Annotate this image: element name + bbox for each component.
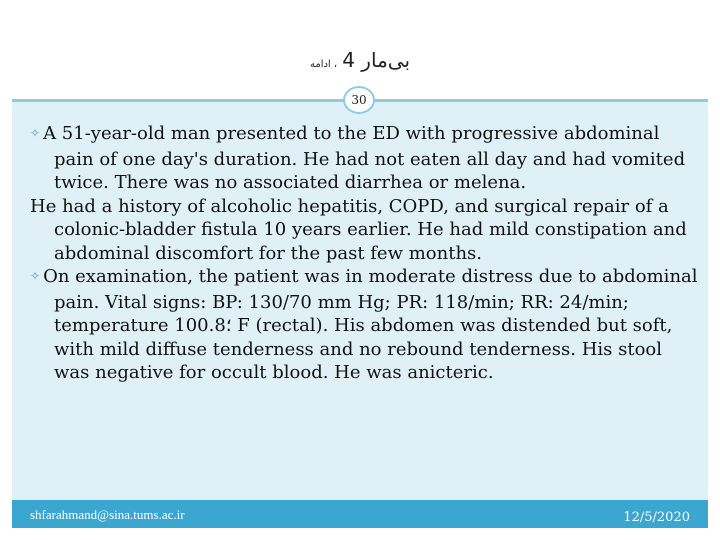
title-sub: ، ادامه <box>309 59 338 70</box>
slide-title <box>12 48 708 72</box>
slide-body <box>30 122 702 385</box>
paragraph-examination: ✧ On examination, the patient was in moderate distress due to abdominal pain. Vital signs: BP: 130/70 mm Hg; PR: 118/min; RR: 24/min; temperature 100.8؛ F (rectal). His abdomen was distended but soft, with mild diffuse tenderness and no rebound tenderness. His stool was negative for occult blood. He was anicteric. <box>30 266 698 383</box>
paragraph-presentation: ✧ A 51-year-old man presented to the ED with progressive abdominal pain of one day's duration. He had not eaten all day and had vomited twice. There was no associated diarrhea or melena. <box>30 123 686 193</box>
bullet-icon: ✧ <box>30 126 41 140</box>
bullet-icon: ✧ <box>30 269 41 283</box>
paragraph-history: He had a history of alcoholic hepatitis, COPD, and surgical repair of a colonic-bladder fistula 10 years earlier. He had mild constipation and abdominal discomfort for the past few months. <box>30 195 687 264</box>
slide-number-badge <box>343 86 375 114</box>
title-main: بی‌مار 4 <box>342 48 411 72</box>
footer-email: shfarahmand@sina.tums.ac.ir <box>30 507 185 522</box>
footer-date: 12/5/2020 <box>623 510 690 525</box>
slide-number: 30 <box>351 93 367 107</box>
